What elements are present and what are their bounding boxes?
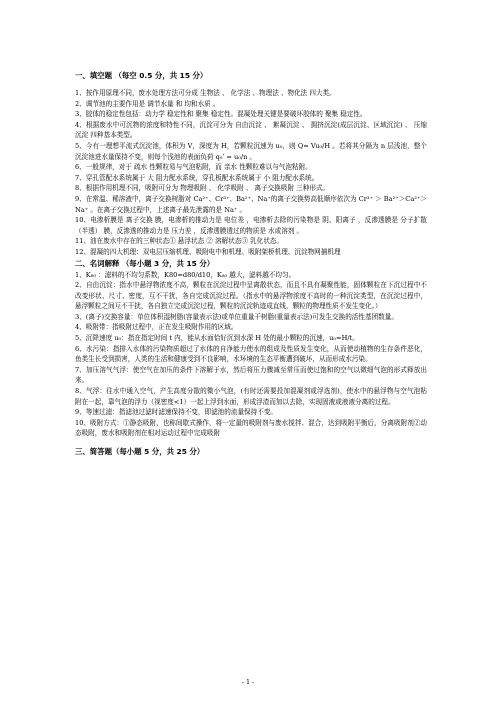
section1-item: 1、按作用原理不同，废水处理方法可分成 生物法 、 化学法 、物理法 、物化法 四大类。: [75, 89, 336, 97]
section1-item: 8、根据作用机理不同，吸附可分为 物理吸附 、 化学吸附 、 离子交换吸附 三种形式。: [75, 184, 330, 193]
section1-item: 6、一般规律，对于 疏水 性颗粒易与气泡粘附，而 亲水 性颗粒难以与气泡粘附。: [75, 163, 312, 172]
section2-item: 7、加压溶气气浮：使空气在加压的条件下溶解于水，然后将压力骤减至常压而使过饱和的空气以微细气泡的形式释放出来。: [75, 365, 427, 385]
section2-item: 8、气浮：往水中通入空气，产生高度分散的微小气泡，(有时还需要投加混凝剂或浮选剂)，使水中的悬浮物与空气泡粘附在一起，靠气泡的浮力（视密度<1）一起上浮到水面，形成浮渣而加以去除，实现固液或液液分离的过程。: [75, 387, 427, 406]
section1-item: 2、调节池的主要作用是 调节水量 和 均和水质 。: [75, 99, 220, 108]
section1-item: 10、电渗析膜是 离子交换 膜，电渗析的推动力是 电位差 ，电渗析去除的污染物是 阴、阳离子 ，反渗透膜是 分子扩散（半透） 膜，反渗透的推动力是 压力差 ，反渗透膜透过的物质是 水或溶剂 。: [75, 216, 427, 235]
section1-item: 11、油在废水中存在的三种状态① 悬浮状态 ② 溶解状态③ 乳化状态。: [75, 237, 283, 246]
section2-item: 1、K₈₀ ：滤料的不均匀系数，K80=d80/d10，K₈₀ 越大，滤料越不均匀。: [75, 270, 296, 279]
section-title-terms: 二、名词解释 （每小题 3 分，共 15 分）: [75, 258, 215, 268]
section2-item: 9、等速过滤：指滤池过滤时滤速保持不变，即滤池的流量保持不变。: [75, 408, 278, 417]
section-title-fill-in-blank: 一、填空题 （每空 0.5 分，共 15 分）: [75, 71, 208, 80]
section2-item: 4、吸附带：指吸附过程中，正在发生吸附作用的区域。: [75, 323, 238, 332]
section-title-short-answer: 三、简答题（每小题 5 分，共 25 分）: [75, 447, 205, 456]
section2-item: 3、(离子)交换容量：单位体积湿树脂(容量表示法)或单位重量干树脂(重量表示法)可发生交换的活性基团数量。: [75, 312, 398, 321]
section1-item: 5、今有一理想平流式沉淀池，体积为 V，深度为 H，若颗粒沉速为 u₀，则 Q= Vu₀/H 。若将其分隔为 n 层浅池，整个沉淀池进水量保持不变，则每个浅池的表面负荷 q₀ʹ = u₀/n 。: [75, 141, 427, 161]
section1-item: 4、根据废水中可沉物的浓度和特性不同，沉淀可分为 自由沉淀 、 絮凝沉淀 、 拥挤沉淀(成层沉淀、区域沉淀) 、 压缩沉淀 四种基本类型。: [75, 120, 427, 140]
spacer: [75, 439, 427, 446]
section2-item: 2、自由沉淀：指水中悬浮物浓度不高，颗粒在沉淀过程中呈离散状态，而且不具有凝聚性能，固体颗粒在下沉过程中不改变形状、尺寸、密度，互不干扰，各自完成沉淀过程。（指水中的悬浮物浓度不高时的一种沉淀类型，在沉淀过程中，悬浮颗粒之间互不干扰，各自独立完成沉淀过程，颗粒的沉淀轨迹成直线，颗粒的物理性质不发生变化。）: [75, 281, 427, 311]
section2-item: 5、沉降速度 u₀：指在指定时间 t 内，能从水面恰好沉到水深 H 处的最小颗粒的沉速，u₀=H/t。: [75, 334, 359, 343]
document-content: [75, 70, 427, 458]
page-number: - 1 -: [241, 678, 255, 686]
section1-item: 12、混凝的四大机理：双电层压缩机理、吸附电中和机理、吸附架桥机理、沉淀物网捕机理: [75, 247, 341, 256]
section1-item: 3、胶体的稳定性包括：动力学 稳定性和 聚集 稳定性。混凝处理关键是要破坏胶体的 聚集 稳定性。: [75, 110, 367, 119]
section1-item: 7、穿孔管配水系统属于 大 阻力配水系统，穿孔板配水系统属于 小 阻力配水系统。: [75, 173, 319, 182]
section1-item: 9、在常温、稀溶液中，离子交换树脂对 Ca²⁺、Cr³⁺、Ba²⁺、Na⁺的离子交换势高低顺序依次为 Cr³⁺ ＞ Ba²⁺＞Ca²⁺＞ Na⁺ 。在离子交换过程中，上述离子最先泄露的是 Na⁺ 。: [75, 194, 427, 214]
section2-item: 10、吸附方式：①静态吸附，也称间歇式操作，将一定量的吸附剂与废水搅拌、混合，达到吸附平衡后，分离吸附剂②动态吸附，废水和吸附剂在相对运动过程中完成吸附: [75, 418, 427, 438]
section2-item: 6、水污染：指排入水体的污染物质超过了水体的自净能力使水的组成及性质发生变化，从而使动植物的生存条件恶化，鱼类生长受到损害，人类的生活和健康受到不良影响，水环境的生态平衡遭到破坏，从而形成水污染。: [75, 344, 427, 364]
